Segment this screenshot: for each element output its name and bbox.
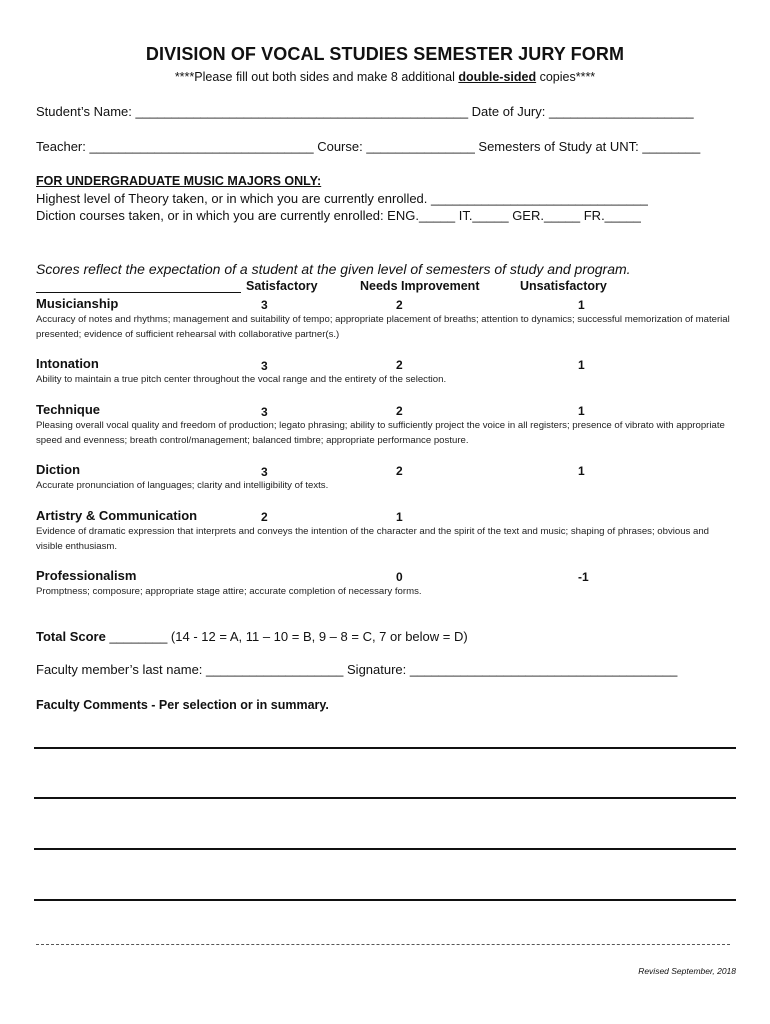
score-option[interactable]: 2 [396, 464, 403, 478]
faculty-comments-heading: Faculty Comments - Per selection or in summary. [36, 698, 329, 712]
student-name-field[interactable]: Student’s Name: ______________________________________________ Date of Jury: ____________________ [36, 104, 694, 119]
score-option[interactable]: 3 [261, 465, 268, 479]
category-description: Pleasing overall vocal quality and freedom of production; legato phrasing; ability to sufficiently project the voice in all registers; presence of vibrato with appropriate speed and evenness; breath control/management; balanced timbre; appropriate performance posture. [36, 420, 725, 446]
faculty-name-signature-field[interactable]: Faculty member’s last name: ___________________ Signature: _____________________________________ [36, 662, 678, 677]
category-description: Promptness; composure; appropriate stage attire; accurate completion of necessary forms. [36, 586, 422, 597]
score-option[interactable]: 2 [261, 510, 268, 524]
form-title: DIVISION OF VOCAL STUDIES SEMESTER JURY FORM [145, 44, 625, 64]
revision-date: Revised September, 2018 [638, 966, 736, 976]
category-description: Accuracy of notes and rhythms; management and suitability of tempo; appropriate placement of breaths; attention to dynamics; successful memorization of material presented; evidence of sufficient rehearsal with collaborative partner(s.) [36, 314, 730, 340]
total-score-blank[interactable]: ________ [105, 629, 171, 644]
category-name: Professionalism [36, 568, 137, 583]
category-description: Ability to maintain a true pitch center throughout the vocal range and the entirety of the selection. [36, 374, 447, 385]
score-option[interactable]: 1 [578, 298, 585, 312]
category-name: Artistry & Communication [36, 508, 198, 523]
category-name: Intonation [36, 356, 99, 371]
undergrad-heading: FOR UNDERGRADUATE MUSIC MAJORS ONLY: [36, 174, 322, 188]
score-option[interactable]: 3 [261, 298, 268, 312]
scores-intro: Scores reflect the expectation of a student at the given level of semesters of study and program. [36, 261, 631, 277]
diction-courses-field[interactable]: Diction courses taken, or in which you are currently enrolled: ENG._____ IT._____ GER._____ FR._____ [36, 208, 641, 223]
score-option[interactable]: 3 [261, 405, 268, 419]
column-needs-improvement: Needs Improvement [360, 279, 480, 293]
comment-line-dashed[interactable] [36, 944, 730, 945]
category-description: Evidence of dramatic expression that interprets and conveys the intention of the character and the spirit of the text and music; shaping of phrases; obvious and visible enthusiasm. [36, 526, 710, 552]
score-option[interactable]: 1 [396, 510, 403, 524]
theory-field[interactable]: Highest level of Theory taken, or in which you are currently enrolled. ______________________________ [36, 191, 648, 206]
total-score-line[interactable] [36, 629, 468, 644]
score-option[interactable]: 1 [578, 404, 585, 418]
category-name: Diction [36, 462, 81, 477]
intro-underline [36, 292, 241, 293]
category-name: Technique [36, 402, 101, 417]
column-satisfactory: Satisfactory [246, 279, 318, 293]
score-option[interactable]: -1 [578, 570, 589, 584]
copy-instructions-suffix: copies**** [536, 70, 596, 84]
column-unsatisfactory: Unsatisfactory [520, 279, 607, 293]
category-description: Accurate pronunciation of languages; clarity and intelligibility of texts. [36, 480, 329, 491]
score-option[interactable]: 2 [396, 404, 403, 418]
copy-instructions-emphasis: double-sided [458, 70, 537, 84]
score-option[interactable]: 1 [578, 464, 585, 478]
comment-line[interactable] [34, 797, 736, 799]
score-option[interactable]: 3 [261, 359, 268, 373]
score-option[interactable]: 0 [396, 570, 403, 584]
comment-line[interactable] [34, 848, 736, 850]
copy-instructions-prefix: ****Please fill out both sides and make 8 additional [174, 70, 459, 84]
comment-line[interactable] [34, 899, 736, 901]
score-option[interactable]: 2 [396, 358, 403, 372]
copy-instructions [0, 70, 770, 84]
total-score-label: Total Score [36, 629, 106, 644]
comment-line[interactable] [34, 747, 736, 749]
score-option[interactable]: 1 [578, 358, 585, 372]
grade-scale: (14 - 12 = A, 11 – 10 = B, 9 – 8 = C, 7 or below = D) [170, 629, 468, 644]
score-option[interactable]: 2 [396, 298, 403, 312]
category-name: Musicianship [36, 296, 119, 311]
teacher-field[interactable]: Teacher: _______________________________ Course: _______________ Semesters of Study at UNT: ________ [36, 139, 701, 154]
